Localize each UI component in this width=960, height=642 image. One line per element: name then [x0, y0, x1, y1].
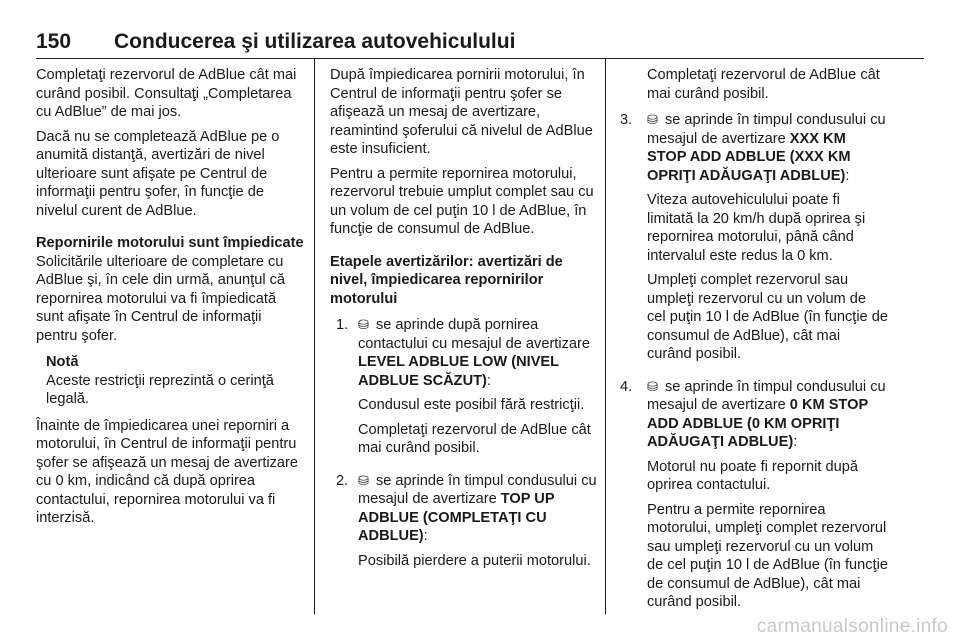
- adblue-warning-icon: ⛁: [358, 317, 369, 332]
- page-header: [36, 24, 924, 59]
- warning-step-1: 1. ⛁ se aprinde după pornirea contactului cu mesajul de avertizare LEVEL ADBLUE LOW (NIVEL ADBLUE SCĂZUT): Condusul este posibil fără restricţii. Completaţi rezervorul de AdBlue cât mai curând posibil.: [336, 316, 598, 464]
- step-number: 3.: [620, 112, 633, 128]
- adblue-warning-icon: ⛁: [647, 112, 658, 127]
- watermark: carmanualsonline.info: [756, 616, 948, 637]
- column-divider: [605, 58, 606, 614]
- step-number: 2.: [336, 472, 349, 489]
- column-3: [620, 66, 888, 618]
- paragraph: Înainte de împiedicarea unei reporniri a motorului, în Centrul de informaţii pentru şofer se afişează un mesaj de avertizare cu 0 km, indicând că după oprirea contactului, repornirea motorului va fi interzisă.: [36, 417, 299, 526]
- column-2: [330, 66, 598, 576]
- step-number: 4.: [620, 378, 633, 395]
- paragraph: Umpleţi complet rezervorul sau umpleţi rezervorul cu un volum de cel puţin 10 l de AdBlue (în funcţie de consumul de AdBlue), cât mai curând posibil.: [647, 272, 888, 362]
- step-number: 1.: [336, 317, 349, 333]
- paragraph: După împiedicarea pornirii motorului, în Centrul de informaţii pentru şofer se afişează un mesaj de avertizare, reamintind şoferului că nivelul de AdBlue este insuficient.: [330, 67, 593, 157]
- paragraph: Completaţi rezervorul de AdBlue cât mai curând posibil.: [647, 67, 880, 102]
- note-text: Aceste restricţii reprezintă o cerinţă legală.: [46, 372, 274, 407]
- step-text: se aprinde în timpul condusului cu mesajul de avertizare: [647, 378, 886, 413]
- warning-message: 0 KM STOP ADD ADBLUE (0 KM OPRIŢI ADĂUGAŢI ADBLUE): [647, 397, 868, 450]
- warning-message: XXX KM STOP ADD ADBLUE (XXX KM OPRIŢI ADĂUGAŢI ADBLUE): [647, 130, 851, 184]
- page-number: 150: [36, 30, 72, 53]
- paragraph: Pentru a permite repornirea motorului, umpleţi complet rezervorul sau umpleţi rezervorul cu un volum de cel puţin 10 l de AdBlue (în funcţie de consumul de AdBlue), cât mai curând posibil.: [647, 501, 888, 610]
- paragraph: Solicitările ulterioare de completare cu AdBlue şi, în cele din urmă, anunţul că repornirea motorului va fi împiedicată sunt afişate în Centrul de informaţii pentru şofer.: [36, 253, 286, 344]
- adblue-warning-icon: ⛁: [358, 472, 369, 488]
- section-heading: Etapele avertizărilor: avertizări de nivel, împiedicarea repornirilor motorului: [330, 253, 563, 307]
- warning-step-4: 4. ⛁ se aprinde în timpul condusului cu mesajul de avertizare 0 KM STOP ADD ADBLUE (0 KM OPRIŢI ADĂUGAŢI ADBLUE): Motorul nu poate fi repornit după oprirea contactului. Pentru a permite repornirea motorului, umpleţi complet rezervorul sau umpleţi rezervorul cu un volum de cel puţin 10 l de AdBlue (în funcţie de consumul de AdBlue), cât mai curând posibil.: [620, 378, 888, 618]
- adblue-warning-icon: ⛁: [647, 378, 658, 394]
- paragraph: Condusul este posibil fără restricţii.: [358, 397, 585, 413]
- step-text: se aprinde în timpul condusului cu mesajul de avertizare: [358, 472, 597, 507]
- section-heading: Repornirile motorului sunt împiedicate: [36, 235, 304, 251]
- step-text: se aprinde după pornirea contactului cu mesajul de avertizare: [358, 317, 590, 352]
- paragraph: Completaţi rezervorul de AdBlue cât mai curând posibil.: [358, 421, 591, 456]
- note-box: [46, 353, 304, 409]
- column-divider: [314, 58, 315, 614]
- page-title: Conducerea şi utilizarea autovehiculului: [114, 30, 516, 53]
- paragraph: Posibilă pierdere a puterii motorului.: [358, 552, 591, 569]
- note-title: Notă: [46, 354, 79, 370]
- paragraph: Completaţi rezervorul de AdBlue cât mai curând posibil. Consultaţi „Completarea cu AdBlue” de mai jos.: [36, 67, 297, 120]
- paragraph: Viteza autovehiculului poate fi limitată la 20 km/h după oprirea şi repornirea motorului, până când intervalul este redus la 0 km.: [647, 192, 866, 264]
- warning-step-3: 3. ⛁ se aprinde în timpul condusului cu mesajul de avertizare XXX KM STOP ADD ADBLUE (XXX KM OPRIŢI ADĂUGAŢI ADBLUE): Viteza autovehiculului poate fi limitată la 20 km/h după oprirea şi repornirea motorului, până când intervalul este redus la 0 km. Umpleţi complet rezervorul sau umpleţi rezervorul cu un volum de cel puţin 10 l de AdBlue (în funcţie de consumul de AdBlue), cât mai curând posibil.: [620, 111, 888, 370]
- column-1: [36, 66, 304, 534]
- warning-step-2: 2. ⛁ se aprinde în timpul condusului cu mesajul de avertizare TOP UP ADBLUE (COMPLETAŢI CU ADBLUE): Posibilă pierdere a puterii motorului.: [336, 472, 598, 577]
- step-text: se aprinde în timpul condusului cu mesajul de avertizare: [647, 112, 886, 147]
- paragraph: Pentru a permite repornirea motorului, rezervorul trebuie umplut complet sau cu un volum de cel puţin 10 l de AdBlue, în funcţie de consumul de AdBlue.: [330, 165, 594, 237]
- warning-message: LEVEL ADBLUE LOW (NIVEL ADBLUE SCĂZUT): [358, 354, 559, 389]
- paragraph: Dacă nu se completează AdBlue pe o anumită distanţă, avertizări de nivel ulterioare sunt afişate pe Centrul de informaţii pentru şofer, în funcţie de nivelul curent de AdBlue.: [36, 128, 280, 219]
- paragraph: Motorul nu poate fi repornit după oprirea contactului.: [647, 458, 858, 493]
- warning-message: TOP UP ADBLUE (COMPLETAŢI CU ADBLUE): [358, 491, 555, 544]
